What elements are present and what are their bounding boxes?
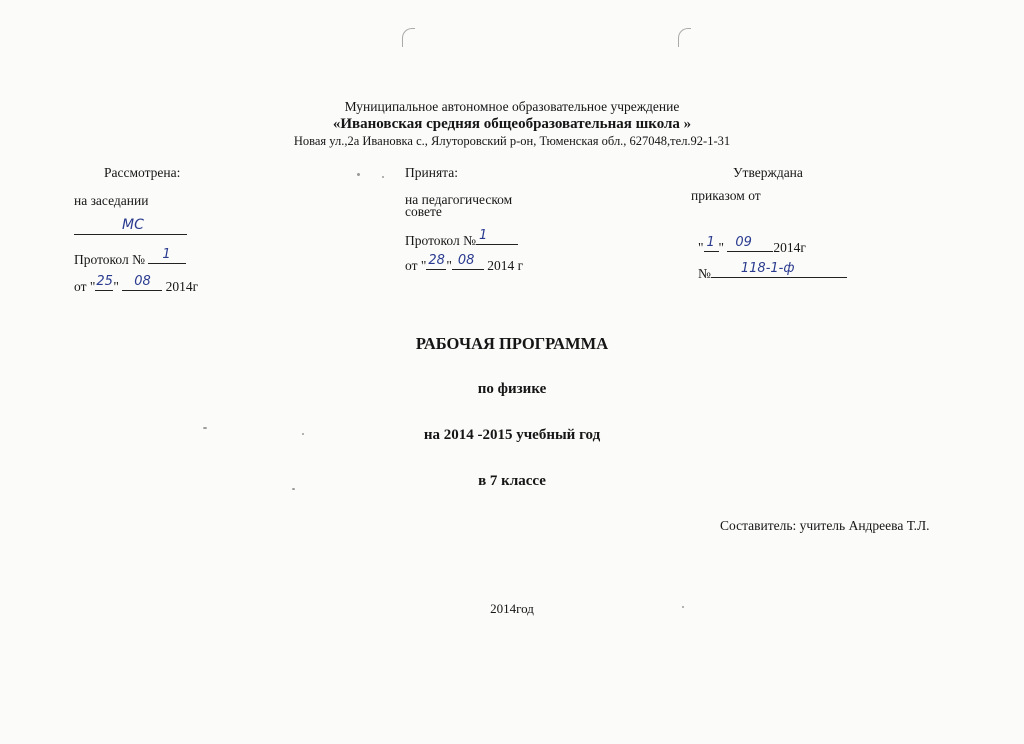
approval-left-protocol: Протокол № 1	[74, 248, 186, 268]
footer-year: 2014год	[490, 601, 534, 616]
document-title: РАБОЧАЯ ПРОГРАММА	[415, 334, 609, 353]
document-subject: по физике	[477, 381, 547, 397]
approval-middle-protocol: Протокол № 1	[405, 229, 518, 249]
header-school-name: «Ивановская средняя общеобразовательная школа »	[332, 116, 692, 132]
document-grade: в 7 классе	[478, 473, 546, 489]
document-author: Составитель: учитель Андреева Т.Л.	[720, 518, 930, 533]
approval-middle-title: Принята:	[405, 165, 458, 180]
approval-left-line1: на заседании	[74, 193, 149, 208]
approval-right-order: № 118-1-ф	[698, 262, 847, 282]
scan-mark	[678, 28, 691, 47]
approval-left-title: Рассмотрена:	[104, 165, 181, 180]
header-institution: Муниципальное автономное образовательное учреждение	[344, 99, 680, 114]
signature-handwritten: МС	[122, 217, 144, 233]
approval-middle-line2: совете	[405, 204, 442, 219]
approval-right-date: " 1 " 09 2014г	[698, 235, 806, 255]
approval-left-signature-line	[74, 219, 187, 240]
approval-left-date: от " 25 " 08 2014г	[74, 274, 199, 294]
approval-right-line1: приказом от	[691, 188, 761, 203]
header-address: Новая ул.,2а Ивановка с., Ялуторовский р-он, Тюменская обл., 627048,тел.92-1-31	[293, 134, 731, 148]
document-year: на 2014 -2015 учебный год	[423, 427, 601, 443]
scan-speck	[357, 173, 360, 176]
approval-right-title: Утверждана	[733, 165, 803, 180]
approval-middle-date: от " 28 " 08 2014 г	[405, 253, 524, 273]
scan-mark	[402, 28, 415, 47]
scan-speck	[382, 176, 384, 178]
approval-middle-line1: на педагогическом	[405, 192, 513, 207]
